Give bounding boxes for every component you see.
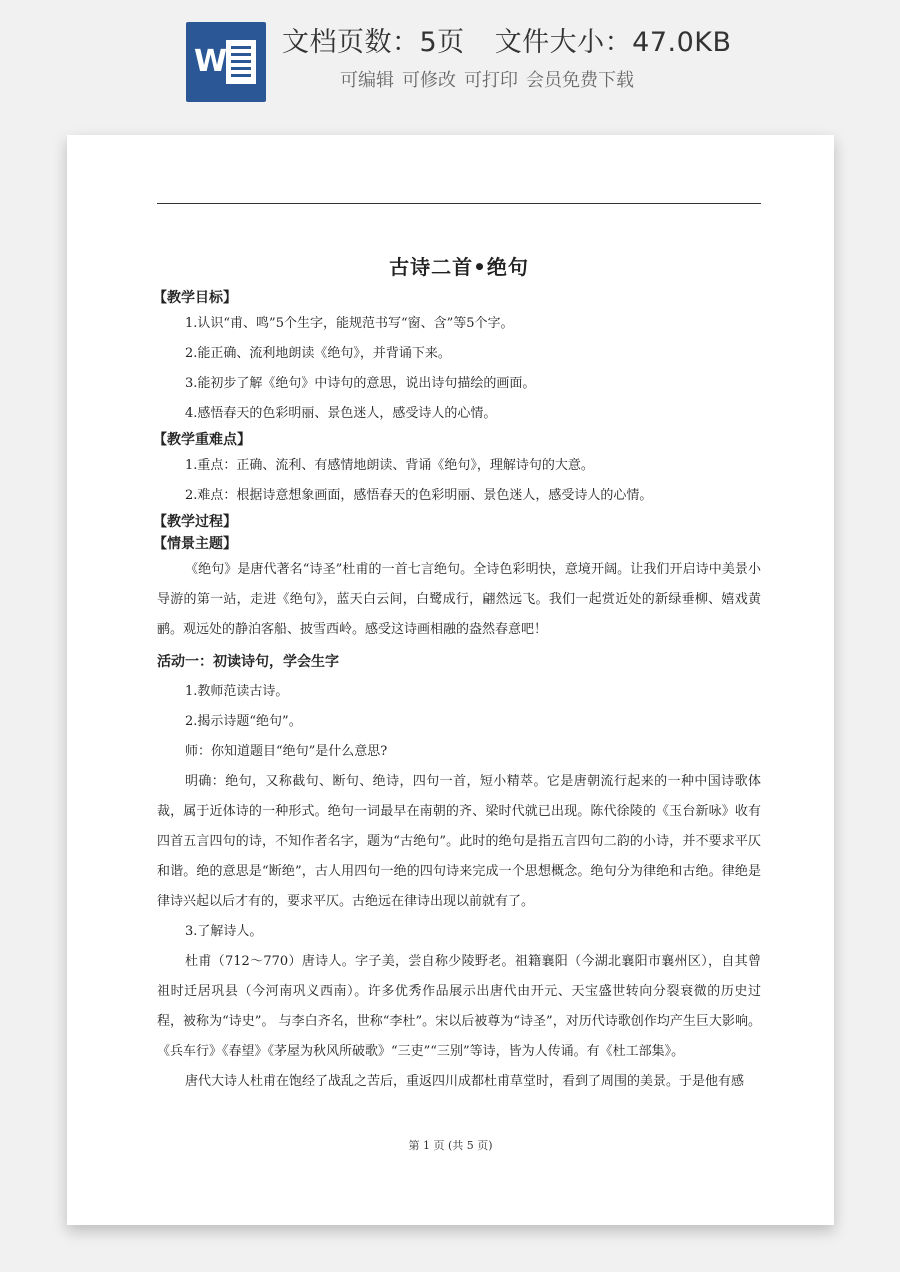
definition-paragraph: 明确：绝句，又称截句、断句、绝诗，四句一首，短小精萃。它是唐朝流行起来的一种中国诗歌体裁，属于近体诗的一种形式。绝句一词最早在南朝的齐、梁时代就已出现。陈代徐陵的《玉台新咏》收有四首五言四句的诗，不知作者名字，题为“古绝句”。此时的绝句是指五言四句二韵的小诗，并不要求平仄和谐。绝的意思是“断绝”，古人用四句一绝的四句诗来完成一个思想概念。绝句分为律绝和古绝。律绝是律诗兴起以后才有的，要求平仄。古绝远在律诗出现以前就有了。 [157,774,761,909]
key-item: 2.难点：根据诗意想象画面，感悟春天的色彩明丽、景色迷人，感受诗人的心情。 [185,488,653,503]
document-title: 古诗二首•绝句 [389,255,529,279]
tag-modifiable: 可修改 [402,70,456,91]
document-body [153,253,761,1097]
activity-item: 2.揭示诗题“绝句”。 [185,714,302,729]
goal-item: 3.能初步了解《绝句》中诗句的意思，说出诗句描绘的画面。 [185,376,536,391]
file-size: 文件大小：47.0KB [494,27,732,58]
document-page [67,135,834,1225]
feature-tags [340,66,642,92]
poet-heading: 3.了解诗人。 [185,924,263,939]
activity-heading: 活动一：初读诗句，学会生字 [157,654,339,670]
header-rule [157,203,761,204]
file-info [282,20,732,59]
activity-item: 师：你知道题目“绝句”是什么意思? [185,744,388,759]
goal-item: 4.感悟春天的色彩明丽、景色迷人，感受诗人的心情。 [185,406,497,421]
tag-editable: 可编辑 [340,70,394,91]
tag-printable: 可打印 [464,70,518,91]
goal-item: 1.认识“甫、鸣”5个生字，能规范书写“窗、含”等5个字。 [185,316,514,331]
theme-paragraph: 《绝句》是唐代著名“诗圣”杜甫的一首七言绝句。全诗色彩明快，意境开阔。让我们开启诗中美景小导游的第一站，走进《绝句》，蓝天白云间，白鹭成行，翩然远飞。我们一起赏近处的新绿垂柳、嬉戏黄鹂。观远处的静泊客船、披雪西岭。感受这诗画相融的盎然春意吧！ [157,562,761,637]
word-icon-sheet [226,40,256,84]
page-footer: 第 1 页 (共 5 页) [408,1139,493,1152]
page-count: 文档页数：5页 [282,27,465,58]
key-item: 1.重点：正确、流利、有感情地朗读、背诵《绝句》，理解诗句的大意。 [185,458,594,473]
poet-paragraph: 杜甫（712～770）唐诗人。字子美，尝自称少陵野老。祖籍襄阳（今湖北襄阳市襄州区），自其曾祖时迁居巩县（今河南巩义西南）。许多优秀作品展示出唐代由开元、天宝盛世转向分裂衰微的历史过程，被称为“诗史”。 与李白齐名，世称“李杜”。宋以后被尊为“诗圣”，对历代诗歌创作均产生巨大影响。《兵车行》《春望》《茅屋为秋风所破歌》“三吏”“三别”等诗，皆为人传诵。有《杜工部集》。 [157,954,761,1059]
section-heading-process: 【教学过程】 [153,514,237,530]
tag-free-download: 会员免费下载 [526,70,634,91]
final-paragraph: 唐代大诗人杜甫在饱经了战乱之苦后，重返四川成都杜甫草堂时，看到了周围的美景。于是他有感 [185,1074,745,1089]
section-heading-theme: 【情景主题】 [153,536,237,552]
download-banner [0,0,900,120]
goal-item: 2.能正确、流利地朗读《绝句》，并背诵下来。 [185,346,451,361]
word-document-icon [186,22,266,102]
section-heading-goals: 【教学目标】 [153,290,237,306]
activity-item: 1.教师范读古诗。 [185,684,289,699]
word-icon-letter: W [194,44,228,79]
section-heading-key-points: 【教学重难点】 [153,432,251,448]
